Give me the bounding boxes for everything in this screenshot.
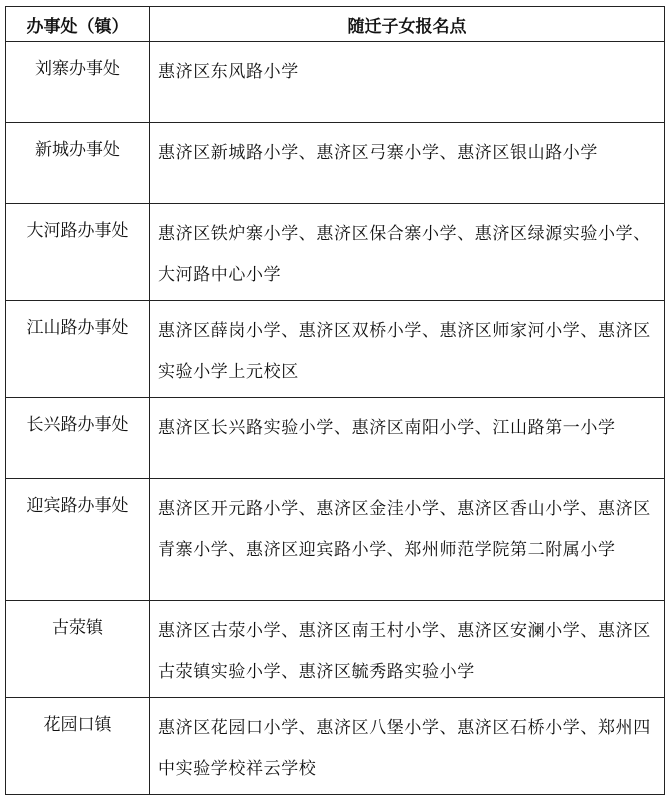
schools-cell: 惠济区开元路小学、惠济区金洼小学、惠济区香山小学、惠济区青寨小学、惠济区迎宾路小学、郑州师范学院第二附属小学 [150,479,665,601]
registration-table [5,6,665,795]
schools-cell: 惠济区铁炉寨小学、惠济区保合寨小学、惠济区绿源实验小学、大河路中心小学 [150,204,665,301]
schools-cell: 惠济区古荥小学、惠济区南王村小学、惠济区安澜小学、惠济区古荥镇实验小学、惠济区毓秀路实验小学 [150,601,665,698]
district-cell: 古荥镇 [6,601,150,698]
district-cell: 新城办事处 [6,123,150,204]
district-cell: 大河路办事处 [6,204,150,301]
header-district: 办事处（镇） [6,7,150,42]
district-cell: 江山路办事处 [6,301,150,398]
table-row [6,698,665,795]
table-row [6,479,665,601]
table-row [6,204,665,301]
district-cell: 长兴路办事处 [6,398,150,479]
table-row [6,42,665,123]
header-schools: 随迁子女报名点 [150,7,665,42]
schools-cell: 惠济区花园口小学、惠济区八堡小学、惠济区石桥小学、郑州四中实验学校祥云学校 [150,698,665,795]
table-row [6,398,665,479]
schools-cell: 惠济区长兴路实验小学、惠济区南阳小学、江山路第一小学 [150,398,665,479]
schools-cell: 惠济区薛岗小学、惠济区双桥小学、惠济区师家河小学、惠济区实验小学上元校区 [150,301,665,398]
table-row [6,601,665,698]
schools-cell: 惠济区新城路小学、惠济区弓寨小学、惠济区银山路小学 [150,123,665,204]
schools-cell: 惠济区东风路小学 [150,42,665,123]
table-row [6,123,665,204]
table-header-row [6,7,665,42]
district-cell: 迎宾路办事处 [6,479,150,601]
table-row [6,301,665,398]
district-cell: 刘寨办事处 [6,42,150,123]
district-cell: 花园口镇 [6,698,150,795]
